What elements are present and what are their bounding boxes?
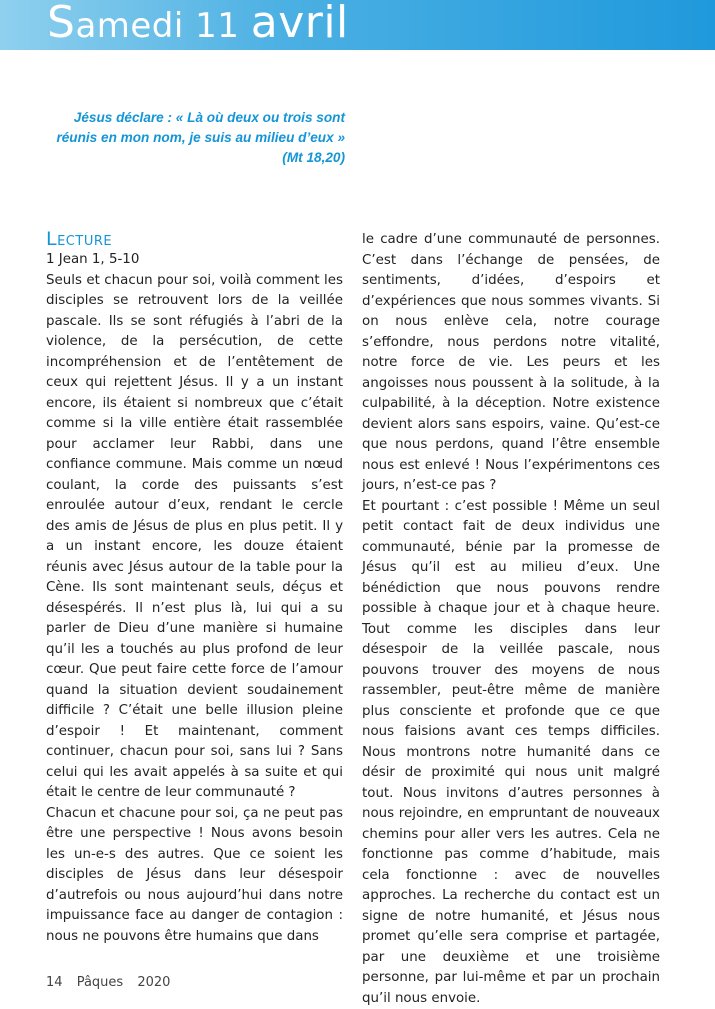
title-month: avril — [251, 0, 349, 48]
body-paragraph: Chacun et chacune pour soi, ça ne peut pas être une perspective ! Nous avons besoin les un-e-s des autres. Que ce soient les disciples de Jésus dans leur désespoir d’autrefois ou nous aujourd’hui dans notre impuissance face au danger de contagion : nous ne pouvons être humains que dans — [46, 804, 343, 948]
title-initial: S — [47, 0, 75, 48]
scripture-reference: 1 Jean 1, 5-10 — [46, 250, 343, 271]
bible-quote: Jésus déclare : « Là où deux ou trois sont réunis en mon nom, je suis au milieu d’eux » (Mt 18,20) — [40, 108, 345, 168]
title-day-number: 11 — [195, 6, 251, 46]
title-weekday-rest: amedi — [75, 6, 195, 46]
text-column-right — [362, 230, 660, 1009]
page-footer — [46, 975, 180, 990]
body-paragraph: Seuls et chacun pour soi, voilà comment les disciples se retrouvent lors de la veillée pascale. Ils se sont réfugiés à l’abri de la violence, de la persécution, de cette incompréhension et de l’entêtement de ceux qui rejettent Jésus. Il y a un instant encore, ils étaient si nombreux que c’était comme si la ville entière était rassemblée pour acclamer leur Rabbi, dans une confiance commune. Mais comme un nœud coulant, la corde des puissants s’est enroulée autour d’eux, rendant le cercle des amis de Jésus de plus en plus petit. Il y a un instant encore, les douze étaient réunis avec Jésus autour de la table pour la Cène. Ils sont maintenant seuls, déçus et désespérés. Il n’est plus là, lui qui a su parler de Dieu d’une manière si humaine qu’il les a touchés au plus profond de leur cœur. Que peut faire cette force de l’amour quand la situation devient soudainement difficile ? C’était une belle illusion pleine d’espoir ! Et maintenant, comment continuer, chacun pour soi, sans lui ? Sans celui qui les avait appelés à sa suite et qui était le centre de leur communauté ? — [46, 271, 343, 804]
page-number: 14 — [46, 975, 63, 990]
text-column-left — [46, 228, 343, 947]
publication-name: Pâques — [77, 975, 123, 990]
page-title — [47, 0, 349, 50]
publication-year: 2020 — [137, 975, 170, 990]
header-banner — [0, 0, 715, 50]
body-paragraph: le cadre d’une communauté de personnes. C’est dans l’échange de pensées, de sentiments, d’idées, d’espoirs et d’expériences que nous sommes vivants. Si on nous enlève cela, notre courage s’effondre, nous perdons notre vitalité, notre force de vie. Les peurs et les angoisses nous poussent à la solitude, à la culpabilité, à la déception. Notre existence devient alors sans espoirs, vaine. Qu’est-ce que nous perdons, quand l’être ensemble nous est enlevé ! Nous l’expérimentons ces jours, n’est-ce pas ? — [362, 230, 660, 497]
section-heading: Lecture — [46, 228, 343, 250]
body-paragraph: Et pourtant : c’est possible ! Même un seul petit contact fait de deux individus une communauté, bénie par la promesse de Jésus qu’il est au milieu d’eux. Une bénédiction que nous pouvons rendre possible à chaque jour et à chaque heure. Tout comme les disciples dans leur désespoir de la veillée pascale, nous pouvons trouver des moyens de nous rassembler, peut-être même de manière plus consciente et profonde que ce que nous faisions avant ces temps difficiles. Nous montrons notre humanité dans ce désir de proximité qui nous unit malgré tout. Nous invitons d’autres personnes à nous rejoindre, en empruntant de nouveaux chemins pour aller vers les autres. Cela ne fonctionne pas comme d’habitude, mais cela fonctionne : avec de nouvelles approches. La recherche du contact est un signe de notre humanité, et Jésus nous promet qu’elle sera comprise et partagée, par une deuxième et une troisième personne, par lui-même et par un prochain qu’il nous envoie. — [362, 497, 660, 1009]
